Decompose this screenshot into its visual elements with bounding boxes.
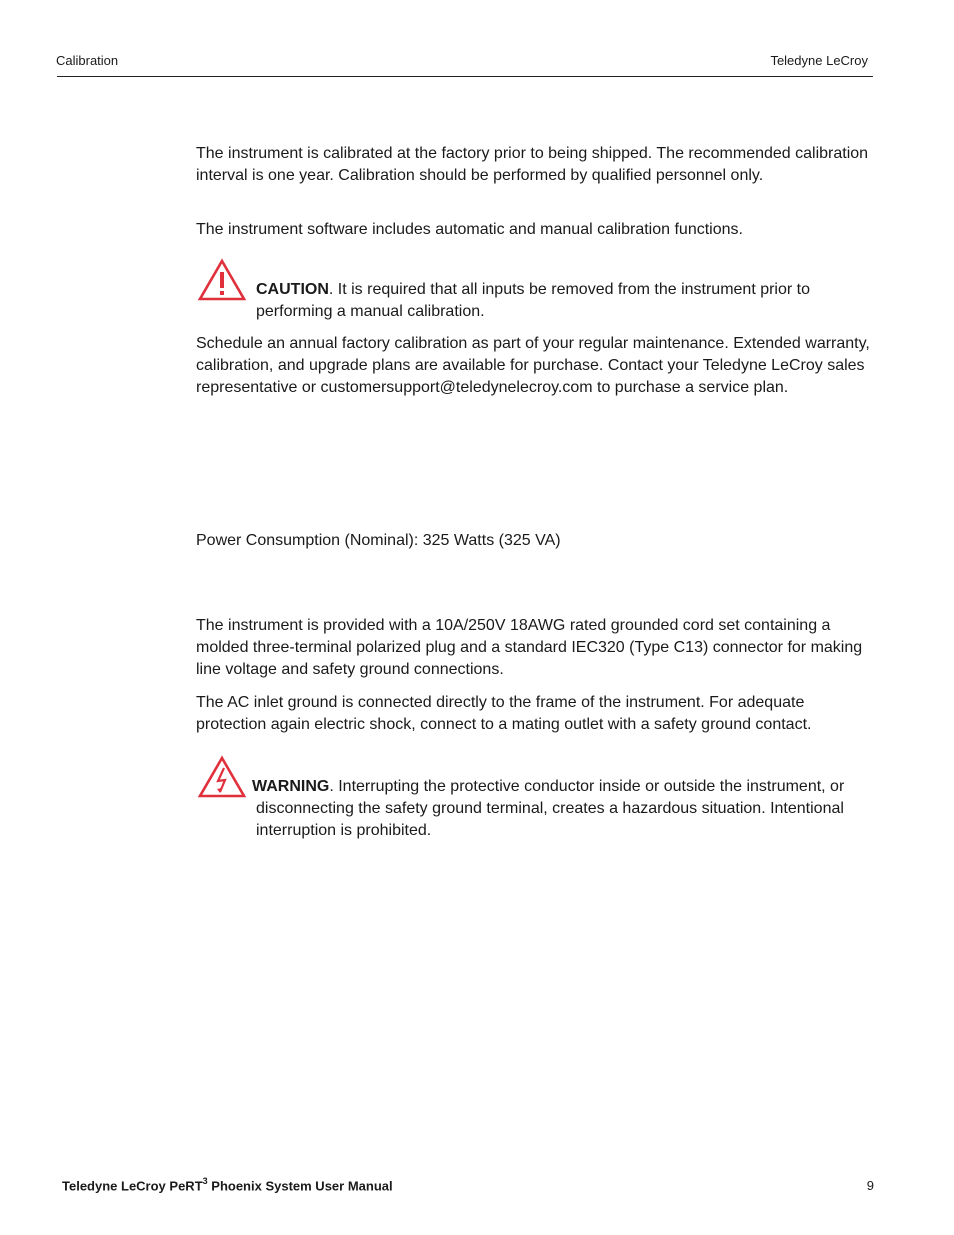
footer-manual-title [62, 1177, 393, 1193]
footer-title-superscript: 3 [202, 1176, 208, 1186]
caution-text: . It is required that all inputs be removed from the instrument prior to performing a manual calibration. [256, 281, 810, 320]
warning-label: WARNING [252, 778, 330, 795]
service-plan-paragraph: Schedule an annual factory calibration as part of your regular maintenance. Extended warranty, calibration, and upgrade plans are available for purchase. Contact your Teledyne LeCroy sales representative or customersupport@teledynelecroy.com to purchase a service plan. [196, 335, 870, 396]
page-number: 9 [866, 1178, 874, 1193]
power-cord-paragraph: The instrument is provided with a 10A/250V 18AWG rated grounded cord set containing a molded three-terminal polarized plug and a standard IEC320 (Type C13) connector for making line voltage and safety ground connections. [196, 617, 863, 678]
caution-label: CAUTION [256, 281, 329, 298]
calibration-paragraph-1: The instrument is calibrated at the factory prior to being shipped. The recommended calibration interval is one year. Calibration should be performed by qualified personnel only. [196, 145, 869, 184]
warning-note [252, 776, 876, 842]
footer-title-suffix: Phoenix System User Manual [207, 1178, 393, 1194]
header-section-title: Calibration [56, 53, 119, 68]
high-voltage-warning-icon [197, 755, 247, 799]
warning-text: . Interrupting the protective conductor inside or outside the instrument, or disconnecting the safety ground terminal, creates a hazardous situation. Intentional interruption is prohibited. [256, 778, 845, 839]
header-divider [57, 76, 873, 77]
ground-paragraph: The AC inlet ground is connected directly to the frame of the instrument. For adequate protection again electric shock, connect to a mating outlet with a safety ground contact. [196, 694, 812, 733]
caution-triangle-icon [197, 258, 247, 302]
power-consumption-text: Power Consumption (Nominal): 325 Watts (325 VA) [196, 532, 561, 549]
footer-title-prefix: Teledyne LeCroy PeRT [62, 1178, 203, 1194]
calibration-paragraph-2: The instrument software includes automatic and manual calibration functions. [196, 221, 743, 238]
header-company-name: Teledyne LeCroy [770, 53, 868, 68]
caution-note [256, 279, 876, 323]
